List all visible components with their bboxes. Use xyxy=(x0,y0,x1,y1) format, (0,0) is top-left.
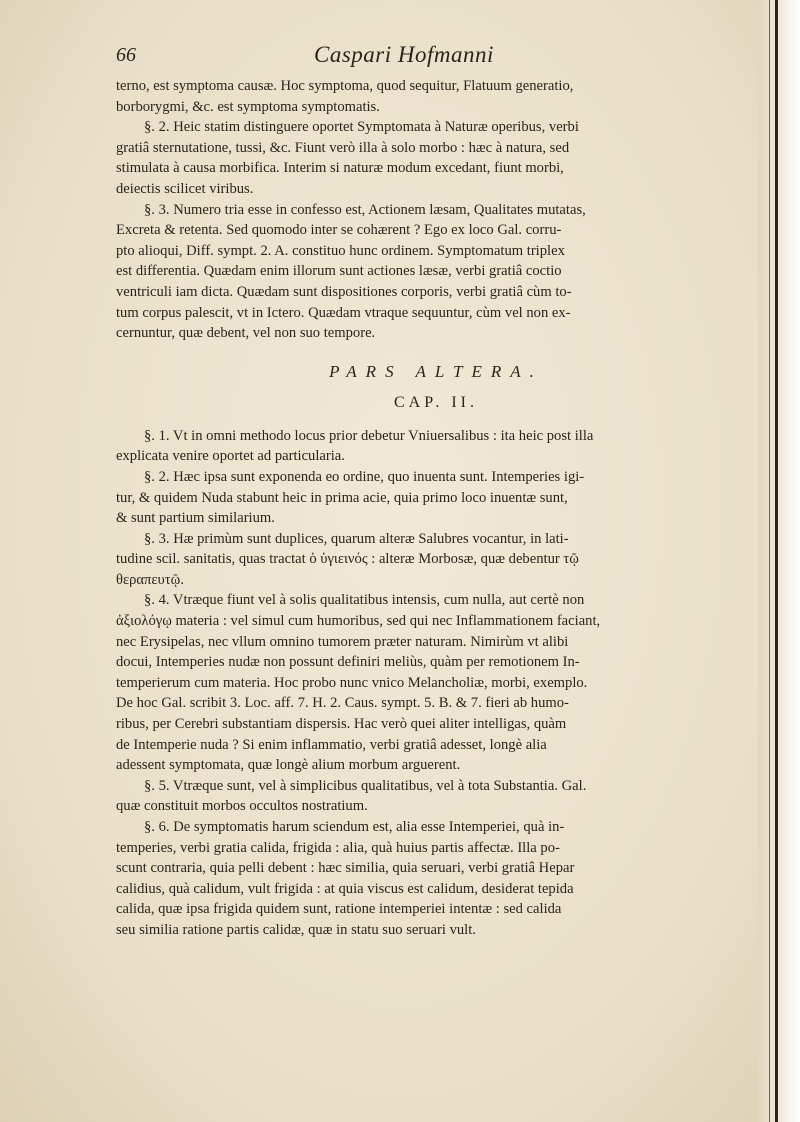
page-header xyxy=(116,42,716,72)
text-line: cernuntur, quæ debent, vel non suo tempore. xyxy=(116,325,376,342)
page-content xyxy=(116,42,716,941)
text-line: nec Erysipelas, nec vllum omnino tumorem præter naturam. Nimirùm vt alibi xyxy=(116,633,569,650)
text-line: Excreta & retenta. Sed quomodo inter se cohærent ? Ego ex loco Gal. corru- xyxy=(116,222,562,239)
text-line: quæ constituit morbos occultos nostratium. xyxy=(116,798,368,815)
text-line: θεραπευτῷ. xyxy=(116,571,184,588)
paragraph-block-top xyxy=(116,76,716,344)
text-line: pto alioqui, Diff. sympt. 2. A. constituo hunc ordinem. Symptomatum triplex xyxy=(116,242,565,259)
text-line: §. 5. Vtræque sunt, vel à simplicibus qualitatibus, vel à tota Substantia. Gal. xyxy=(144,777,587,794)
text-line: seu similia ratione partis calidæ, quæ in statu suo seruari vult. xyxy=(116,921,476,938)
text-line: tudine scil. sanitatis, quas tractat ὁ ὑγιεινός : alteræ Morbosæ, quæ debentur τῷ xyxy=(116,551,579,568)
text-line: tur, & quidem Nuda stabunt heic in prima acie, quia primo loco inuentæ sunt, xyxy=(116,489,568,506)
text-line: docui, Intemperies nudæ non possunt definiri meliùs, quàm per remotionem In- xyxy=(116,654,580,671)
text-line: §. 1. Vt in omni methodo locus prior debetur Vniuersalibus : ita heic post illa xyxy=(144,427,594,444)
text-line: §. 4. Vtræque fiunt vel à solis qualitatibus intensis, cum nulla, aut certè non xyxy=(144,592,585,609)
text-line: §. 3. Numero tria esse in confesso est, Actionem læsam, Qualitates mutatas, xyxy=(144,201,586,218)
section-title: PARS ALTERA. xyxy=(329,361,543,381)
text-line: terno, est symptoma causæ. Hoc symptoma, quod sequitur, Flatuum generatio, xyxy=(116,78,574,94)
text-line: borborygmi, &c. est symptoma symptomatis. xyxy=(116,98,380,115)
book-spine xyxy=(758,0,800,1122)
text-line: §. 6. De symptomatis harum sciendum est, alia esse Intemperiei, quà in- xyxy=(144,819,565,835)
text-line: ἀξιολόγῳ materia : vel simul cum humoribus, sed qui nec Inflammationem faciant, xyxy=(116,613,601,630)
text-line: §. 2. Hæc ipsa sunt exponenda eo ordine, quo inuenta sunt. Intemperies igi- xyxy=(144,468,585,485)
text-line: deiectis scilicet viribus. xyxy=(116,180,254,197)
text-line: gratiâ sternutatione, tussi, &c. Fiunt verò illa à solo morbo : hæc à natura, sed xyxy=(116,139,570,156)
spine-fold-line xyxy=(769,0,770,1122)
text-line: calidius, quà calidum, vult frigida : at quia viscus est calidum, desiderat tepida xyxy=(116,880,574,897)
text-line: adessent symptomata, quæ longè alium morbum arguerent. xyxy=(116,757,461,774)
text-line: explicata venire oportet ad particularia. xyxy=(116,448,345,465)
text-line: calida, quæ ipsa frigida quidem sunt, ratione intemperiei intentæ : sed calida xyxy=(116,901,562,918)
text-line: §. 2. Heic statim distinguere oportet Symptomata à Naturæ operibus, verbi xyxy=(144,119,579,136)
text-line: ribus, per Cerebri substantiam dispersis. Hac verò quei aliter intelligas, quàm xyxy=(116,716,567,733)
text-line: de Intemperie nuda ? Si enim inflammatio, verbi gratiâ adesset, longè alia xyxy=(116,736,547,753)
text-line: tum corpus palescit, vt in Ictero. Quædam vtraque sequuntur, cùm vel non ex- xyxy=(116,304,571,321)
text-line: §. 3. Hæ primùm sunt duplices, quarum alteræ Salubres vocantur, in lati- xyxy=(144,530,569,547)
paragraph-block-body xyxy=(116,426,716,941)
text-line: ventriculi iam dicta. Quædam sunt dispositiones corporis, verbi gratiâ cùm to- xyxy=(116,283,572,300)
text-line: est differentia. Quædam enim illorum sunt actiones læsæ, verbi gratiâ coctio xyxy=(116,263,562,280)
page-number: 66 xyxy=(116,44,136,66)
text-line: temperierum cum materia. Hoc probo nunc vnico Melancholiæ, morbi, exemplo. xyxy=(116,674,588,691)
chapter-title: CAP. II. xyxy=(393,393,478,411)
spine-edge-line xyxy=(775,0,778,1122)
text-line: stimulata à causa morbifica. Interim si naturæ modum excedant, fiunt morbi, xyxy=(116,160,564,177)
text-line: scunt contraria, quia pelli debent : hæc similia, quia seruari, verbi gratiâ Hepar xyxy=(116,860,575,877)
text-line: & sunt partium similarium. xyxy=(116,510,275,527)
text-line: De hoc Gal. scribit 3. Loc. aff. 7. H. 2. Caus. sympt. 5. B. & 7. fieri ab humo- xyxy=(116,695,569,712)
text-line: temperies, verbi gratia calida, frigida : alia, quà huius partis affectæ. Illa po- xyxy=(116,839,560,856)
running-head: Caspari Hofmanni xyxy=(314,42,494,67)
